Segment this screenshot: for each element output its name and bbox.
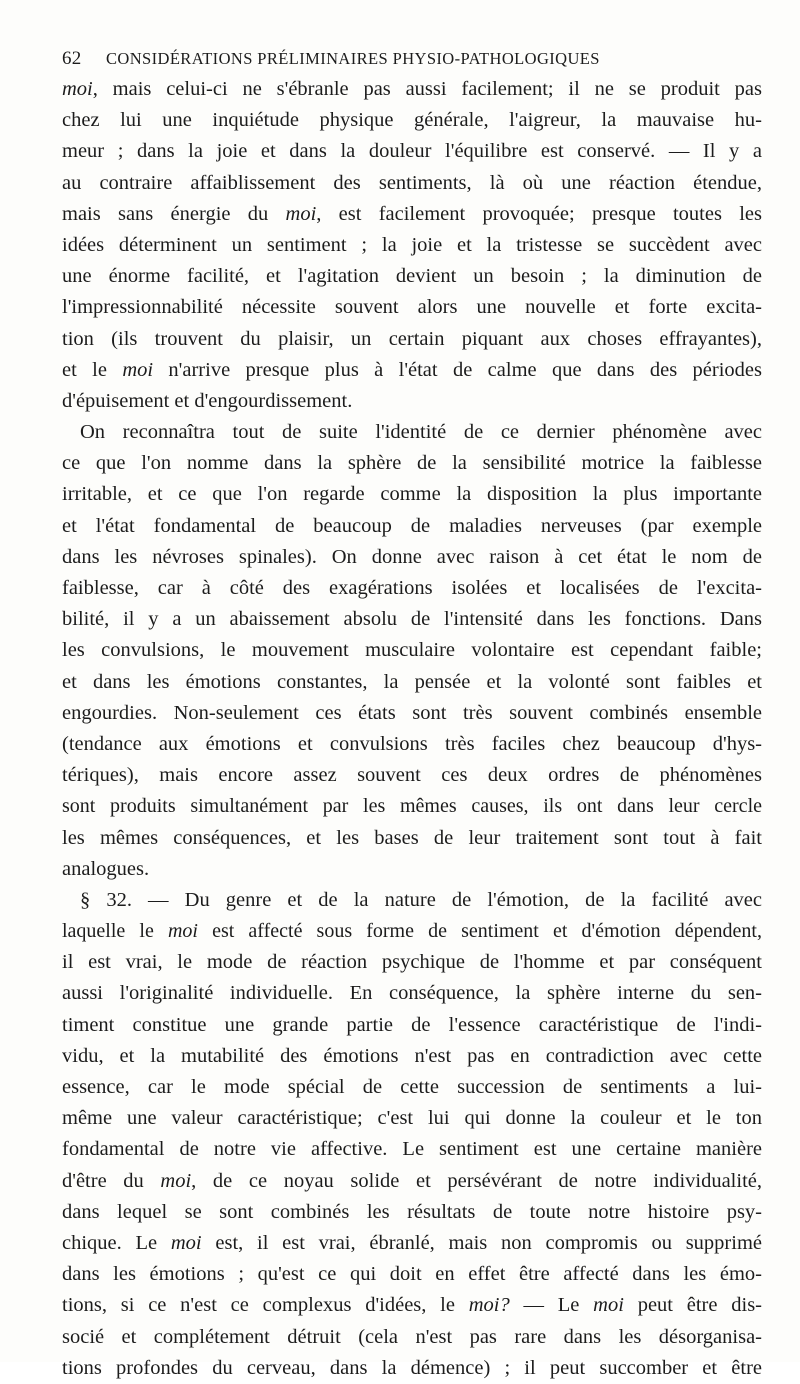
text-line: dans les émotions ; qu'est ce qui doit en effet être affecté dans les émo- — [62, 1263, 762, 1286]
text-line: d'épuisement et d'engourdissement. — [62, 389, 353, 412]
text-line: d'être du moi, de ce noyau solide et persévérant de notre individualité, — [62, 1169, 762, 1192]
text-line: tions, si ce n'est ce complexus d'idées, le moi? — Le moi peut être dis- — [62, 1294, 762, 1317]
text-line: essence, car le mode spécial de cette succession de sentiments a lui- — [62, 1076, 762, 1098]
section-heading-line: § 32. — Du genre et de la nature de l'émotion, de la facilité avec — [80, 888, 762, 911]
text-line: analogues. — [62, 857, 150, 880]
text-line: et l'état fondamental de beaucoup de maladies nerveuses (par exemple — [62, 514, 762, 537]
text-line: une énorme facilité, et l'agitation devient un besoin ; la diminution de — [62, 265, 762, 288]
text-line: timent constitue une grande partie de l'essence caractéristique de l'indi- — [62, 1013, 762, 1036]
body-text — [62, 74, 762, 1384]
text-line: chez lui une inquiétude physique générale, l'aigreur, la mauvaise hu- — [62, 109, 762, 132]
text-line: l'impressionnabilité nécessite souvent alors une nouvelle et forte excita- — [62, 296, 762, 319]
text-line: mais sans énergie du moi, est facilement provoquée; presque toutes les — [62, 202, 762, 225]
text-line: idées déterminent un sentiment ; la joie et la tristesse se succèdent avec — [62, 233, 762, 256]
page-number: 62 — [62, 48, 82, 69]
text-line: bilité, il y a un abaissement absolu de l'intensité dans les fonctions. Dans — [62, 608, 762, 631]
text-line: ce que l'on nomme dans la sphère de la sensibilité motrice la faiblesse — [62, 452, 762, 475]
text-line: et le moi n'arrive presque plus à l'état de calme que dans des périodes — [62, 358, 762, 381]
paragraph-start-line: On reconnaîtra tout de suite l'identité de ce dernier phénomène avec — [80, 421, 762, 444]
text-line: au contraire affaiblissement des sentiments, là où une réaction étendue, — [62, 171, 762, 194]
text-line: tériques), mais encore assez souvent ces deux ordres de phénomènes — [62, 764, 762, 787]
text-line: fondamental de notre vie affective. Le sentiment est une certaine manière — [62, 1138, 762, 1161]
text-line: les mêmes conséquences, et les bases de leur traitement sont tout à fait — [62, 826, 762, 849]
text-line: même une valeur caractéristique; c'est lui qui donne la couleur et le ton — [62, 1107, 762, 1130]
running-title: CONSIDÉRATIONS PRÉLIMINAIRES PHYSIO-PATHOLOGIQUES — [106, 49, 600, 68]
text-line: sont produits simultanément par les mêmes causes, ils ont dans leur cercle — [62, 795, 762, 818]
text-line: et dans les émotions constantes, la pensée et la volonté sont faibles et — [62, 670, 762, 693]
text-line: tion (ils trouvent du plaisir, un certain piquant aux choses effrayantes), — [62, 327, 762, 350]
text-line: vidu, et la mutabilité des émotions n'est pas en contradiction avec cette — [62, 1044, 762, 1067]
text-line: les convulsions, le mouvement musculaire volontaire est cependant faible; — [62, 639, 762, 662]
text-line: il est vrai, le mode de réaction psychique de l'homme et par conséquent — [62, 951, 762, 974]
text-line: chique. Le moi est, il est vrai, ébranlé, mais non compromis ou supprimé — [62, 1231, 762, 1254]
text-line: tions profondes du cerveau, dans la démence) ; il peut succomber et être — [62, 1356, 762, 1379]
text-line: (tendance aux émotions et convulsions très faciles chez beaucoup d'hys- — [62, 732, 762, 755]
text-line: dans lequel se sont combinés les résultats de toute notre histoire psy- — [62, 1200, 762, 1223]
text-line: engourdies. Non-seulement ces états sont très souvent combinés ensemble — [62, 701, 762, 724]
text-line: dans les névroses spinales). On donne avec raison à cet état le nom de — [62, 545, 762, 568]
text-line: meur ; dans la joie et dans la douleur l'équilibre est conservé. — Il y a — [62, 140, 762, 163]
text-line: aussi l'originalité individuelle. En conséquence, la sphère interne du sen- — [62, 982, 762, 1005]
text-line: irritable, et ce que l'on regarde comme la disposition la plus importante — [62, 483, 762, 506]
text-line: faiblesse, car à côté des exagérations isolées et localisées de l'excita- — [62, 577, 762, 599]
text-line: laquelle le moi est affecté sous forme de sentiment et d'émotion dépendent, — [62, 920, 762, 943]
text-line: moi, mais celui-ci ne s'ébranle pas aussi facilement; il ne se produit pas — [62, 78, 762, 100]
text-line: socié et complétement détruit (cela n'est pas rare dans les désorganisa- — [62, 1325, 762, 1348]
